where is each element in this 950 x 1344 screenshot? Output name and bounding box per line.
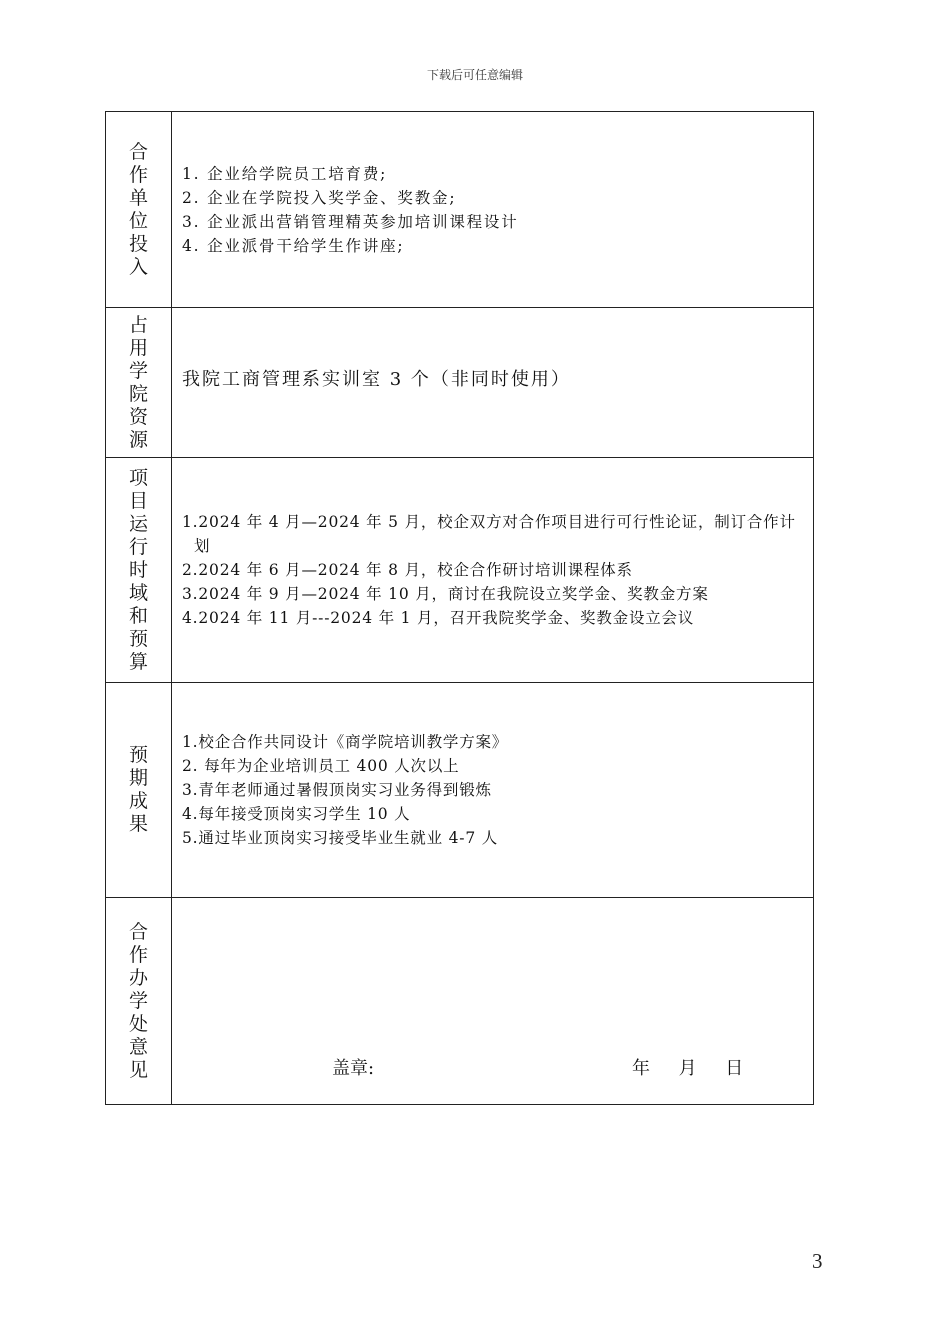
list-item: 2. 每年为企业培训员工 400 人次以上 bbox=[182, 757, 460, 775]
cooperation-form-table bbox=[105, 111, 814, 1105]
row-label-resources: 占用学院资源 bbox=[128, 313, 148, 451]
investment-list bbox=[182, 162, 803, 258]
label-cell-schedule bbox=[106, 458, 172, 683]
label-cell-investment bbox=[106, 112, 172, 308]
label-cell-outcomes bbox=[106, 683, 172, 898]
row-opinion bbox=[106, 898, 814, 1105]
list-item: 2.2024 年 6 月—2024 年 8 月，校企合作研讨培训课程体系 bbox=[182, 561, 633, 579]
date-label: 年 月 日 bbox=[632, 1057, 744, 1079]
row-label-outcomes: 预期成果 bbox=[128, 744, 148, 835]
row-investment bbox=[106, 112, 814, 308]
label-cell-opinion bbox=[106, 898, 172, 1105]
page-number: 3 bbox=[812, 1249, 823, 1273]
row-label-investment: 合作单位 投入 bbox=[128, 140, 148, 278]
outcomes-list bbox=[182, 730, 803, 850]
resources-text: 我院工商管理系实训室 3 个（非同时使用） bbox=[182, 368, 571, 390]
list-item: 3.2024 年 9 月—2024 年 10 月，商讨在我院设立奖学金、奖教金方案 bbox=[182, 585, 709, 603]
seal-label: 盖章: bbox=[332, 1057, 375, 1079]
list-item: 5.通过毕业顶岗实习接受毕业生就业 4-7 人 bbox=[182, 829, 499, 847]
list-item: 1.校企合作共同设计《商学院培训教学方案》 bbox=[182, 733, 509, 751]
content-cell-outcomes bbox=[172, 683, 814, 898]
opinion-area bbox=[182, 899, 803, 1104]
content-cell-opinion bbox=[172, 898, 814, 1105]
row-resources bbox=[106, 308, 814, 458]
list-item: 2. 企业在学院投入奖学金、奖教金; bbox=[182, 188, 457, 207]
row-label-opinion: 合作办学处意见 bbox=[128, 920, 148, 1081]
list-item: 4.每年接受顶岗实习学生 10 人 bbox=[182, 805, 411, 823]
content-cell-investment bbox=[172, 112, 814, 308]
list-item: 3. 企业派出营销管理精英参加培训课程设计 bbox=[182, 212, 519, 231]
list-item: 4.2024 年 11 月---2024 年 1 月，召开我院奖学金、奖教金设立会议 bbox=[182, 609, 695, 627]
row-label-schedule: 项目运行时域和预算 bbox=[128, 466, 148, 673]
row-schedule bbox=[106, 458, 814, 683]
list-item: 3.青年老师通过暑假顶岗实习业务得到锻炼 bbox=[182, 781, 492, 799]
label-cell-resources bbox=[106, 308, 172, 458]
list-item: 4. 企业派骨干给学生作讲座; bbox=[182, 236, 405, 255]
header-note: 下载后可任意编辑 bbox=[426, 68, 523, 82]
schedule-list bbox=[182, 510, 803, 630]
content-cell-resources bbox=[172, 308, 814, 458]
list-item: 1.2024 年 4 月—2024 年 5 月，校企双方对合作项目进行可行性论证，制订合作计划 bbox=[182, 513, 796, 555]
row-outcomes bbox=[106, 683, 814, 898]
content-cell-schedule bbox=[172, 458, 814, 683]
list-item: 1. 企业给学院员工培育费; bbox=[182, 164, 388, 183]
